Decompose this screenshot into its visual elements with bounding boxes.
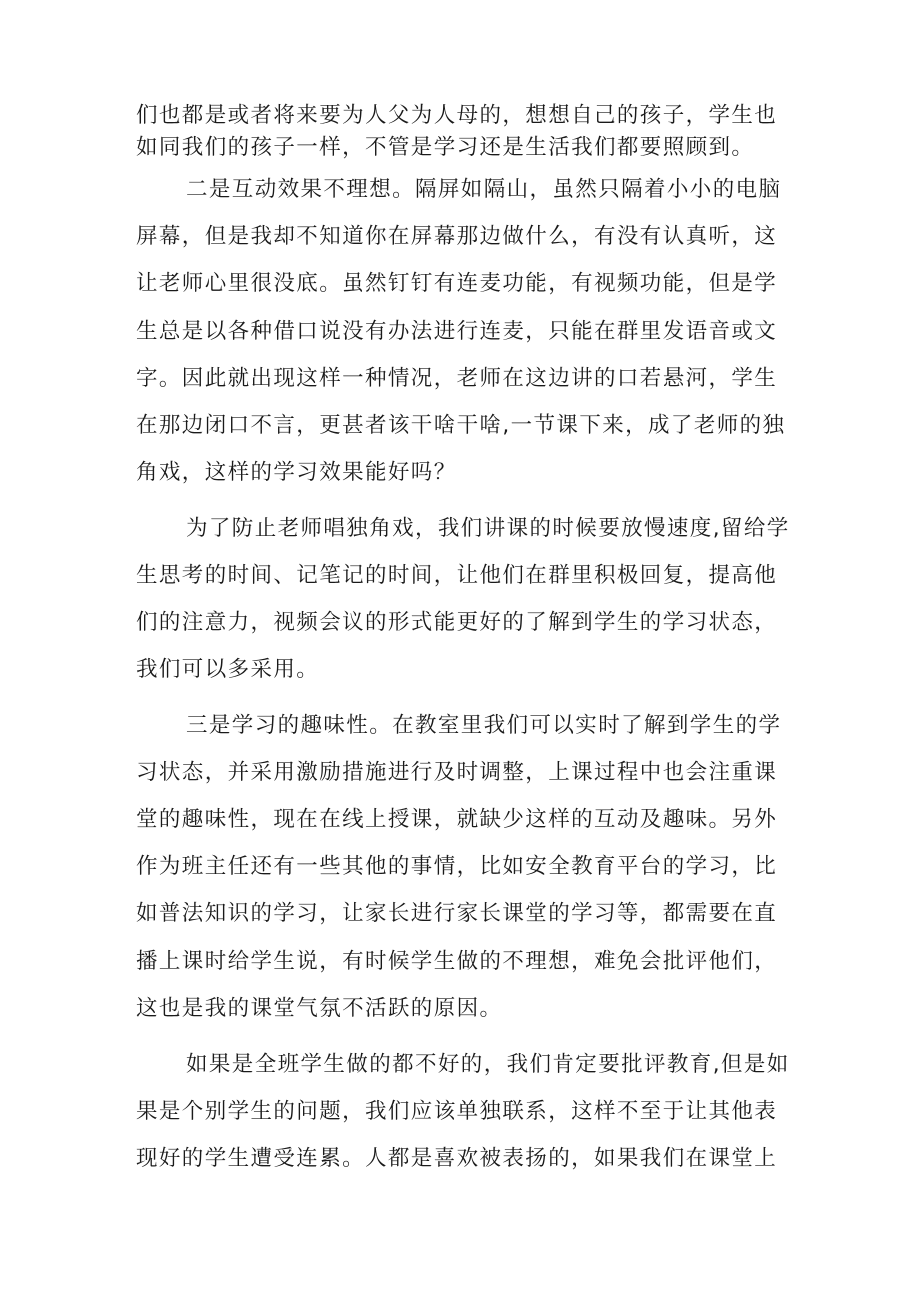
text-line: 们的注意力，视频会议的形式能更好的了解到学生的学习状态，	[136, 610, 778, 635]
text-line: 作为班主任还有一些其他的事情，比如安全教育平台的学习，比	[136, 854, 778, 879]
text-line: 这也是我的课堂气氛不活跃的原因。	[136, 996, 503, 1021]
text-line: 我们可以多采用。	[136, 657, 320, 682]
paragraph-first-line: 为了防止老师唱独角戏，我们讲课的时候要放慢速度,留给学	[186, 516, 790, 541]
text-line: 生总是以各种借口说没有办法进行连麦，只能在群里发语音或文	[136, 319, 778, 344]
text-line: 角戏，这样的学习效果能好吗？	[136, 460, 457, 485]
text-line: 字。因此就出现这样一种情况，老师在这边讲的口若悬河，学生	[136, 366, 778, 391]
paragraph-first-line: 二是互动效果不理想。隔屏如隔山，虽然只隔着小小的电脑	[186, 177, 782, 202]
text-line: 果是个别学生的问题，我们应该单独联系，这样不至于让其他表	[136, 1099, 778, 1124]
text-line: 如同我们的孩子一样，不管是学习还是生活我们都要照顾到。	[136, 135, 755, 160]
paragraph-first-line: 如果是全班学生做的都不好的，我们肯定要批评教育,但是如	[186, 1052, 790, 1077]
text-line: 现好的学生遭受连累。人都是喜欢被表扬的，如果我们在课堂上	[136, 1146, 778, 1171]
text-line: 屏幕，但是我却不知道你在屏幕那边做什么，有没有认真听，这	[136, 224, 778, 249]
text-line: 在那边闭口不言，更甚者该干啥干啥,一节课下来，成了老师的独	[136, 413, 786, 438]
text-line: 习状态，并采用激励措施进行及时调整，上课过程中也会注重课	[136, 760, 778, 785]
text-line: 如普法知识的学习，让家长进行家长课堂的学习等，都需要在直	[136, 901, 778, 926]
text-line: 堂的趣味性，现在在线上授课，就缺少这样的互动及趣味。另外	[136, 807, 778, 832]
text-line: 们也都是或者将来要为人父为人母的，想想自己的孩子，学生也	[136, 103, 778, 128]
text-line: 生思考的时间、记笔记的时间，让他们在群里积极回复，提高他	[136, 563, 778, 588]
text-line: 播上课时给学生说，有时候学生做的不理想，难免会批评他们，	[136, 949, 778, 974]
text-line: 让老师心里很没底。虽然钉钉有连麦功能，有视频功能，但是学	[136, 271, 778, 296]
paragraph-first-line: 三是学习的趣味性。在教室里我们可以实时了解到学生的学	[186, 713, 782, 738]
